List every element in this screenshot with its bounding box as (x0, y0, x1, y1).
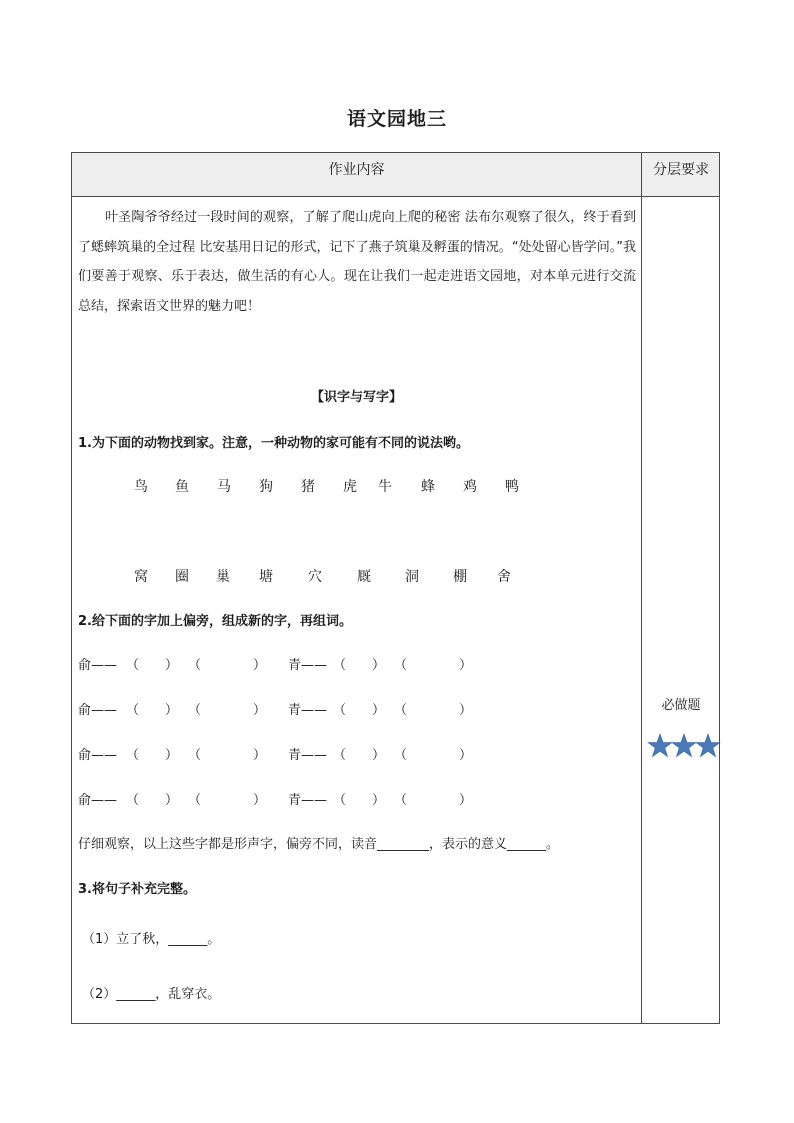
animal-char: 鱼 (175, 479, 189, 495)
radical-base-char: 青—— (288, 748, 328, 763)
radical-base-char: 俞—— (78, 658, 118, 673)
star-icon (672, 734, 696, 757)
animal-char: 鸟 (134, 479, 148, 495)
radical-base-char: 俞—— (78, 703, 118, 718)
paren-blank[interactable]: （ ） (188, 748, 267, 763)
question-2-prompt: 2.给下面的字加上偏旁，组成新的字，再组词。 (78, 614, 352, 629)
home-char: 舍 (497, 569, 511, 585)
radical-base-char: 俞—— (78, 748, 118, 763)
animal-char: 马 (217, 479, 231, 495)
header-layered-requirement: 分层要求 (653, 162, 709, 178)
animal-char: 鸭 (505, 479, 519, 495)
paren-blank[interactable]: （ ） (333, 703, 386, 718)
home-char: 棚 (453, 569, 467, 585)
difficulty-stars (647, 732, 721, 760)
animal-char: 牛 (378, 479, 392, 495)
home-char: 圈 (175, 569, 189, 585)
paren-blank[interactable]: （ ） (333, 793, 386, 808)
paren-blank[interactable]: （ ） (126, 703, 179, 718)
paren-blank[interactable]: （ ） (333, 658, 386, 673)
fill-sentence-2[interactable]: （2）______，乱穿衣。 (82, 987, 221, 1002)
home-char: 窝 (134, 569, 148, 585)
animal-char: 狗 (259, 479, 273, 495)
paren-blank[interactable]: （ ） (126, 748, 179, 763)
paren-blank[interactable]: （ ） (188, 793, 267, 808)
paren-blank[interactable]: （ ） (394, 658, 473, 673)
section-title: 【识字与写字】 (310, 390, 402, 405)
paren-blank[interactable]: （ ） (188, 703, 267, 718)
home-char: 穴 (308, 569, 322, 585)
column-divider (641, 152, 642, 1024)
radical-base-char: 青—— (288, 703, 328, 718)
star-icon (648, 734, 672, 757)
radical-base-char: 青—— (288, 658, 328, 673)
paren-blank[interactable]: （ ） (394, 703, 473, 718)
fill-sentence-1[interactable]: （1）立了秋，______。 (82, 932, 221, 947)
animal-char: 蜂 (421, 479, 435, 495)
animal-char: 虎 (343, 479, 357, 495)
star-icon (696, 734, 720, 757)
header-homework-content: 作业内容 (328, 162, 385, 178)
home-char: 洞 (405, 569, 419, 585)
radical-row (78, 789, 638, 809)
paren-blank[interactable]: （ ） (188, 658, 267, 673)
radical-base-char: 俞—— (78, 793, 118, 808)
paren-blank[interactable]: （ ） (394, 793, 473, 808)
radical-row (78, 699, 638, 719)
home-char: 塘 (259, 569, 273, 585)
page-title: 语文园地三 (346, 108, 447, 130)
header-divider (71, 196, 720, 197)
question-3-prompt: 3.将句子补充完整。 (78, 882, 196, 897)
animal-char: 鸡 (463, 479, 477, 495)
paren-blank[interactable]: （ ） (333, 748, 386, 763)
paren-blank[interactable]: （ ） (126, 793, 179, 808)
paren-blank[interactable]: （ ） (394, 748, 473, 763)
paren-blank[interactable]: （ ） (126, 658, 179, 673)
question-1-prompt: 1.为下面的动物找到家。注意，一种动物的家可能有不同的说法哟。 (78, 436, 469, 451)
home-char: 巢 (216, 569, 230, 585)
animal-char: 猪 (301, 479, 315, 495)
home-char: 厩 (357, 569, 371, 585)
required-label: 必做题 (661, 698, 701, 713)
radical-row (78, 744, 638, 764)
radical-row (78, 654, 638, 674)
radical-base-char: 青—— (288, 793, 328, 808)
intro-paragraph: 叶圣陶爷爷经过一段时间的观察，了解了爬山虎向上爬的秘密 法布尔观察了很久，终于看到了蟋蟀筑巢的全过程 比安基用日记的形式，记下了燕子筑巢及孵蛋的情况。“处处留心皆学问。”我们要善于观察、乐于表达，做生活的有心人。现在让我们一起走进语文园地，对本单元进行交流总结，探索语文世界的魅力吧！ (78, 210, 636, 314)
question-2-note: 仔细观察，以上这些字都是形声字，偏旁不同，读音________，表示的意义______。 (78, 837, 560, 852)
